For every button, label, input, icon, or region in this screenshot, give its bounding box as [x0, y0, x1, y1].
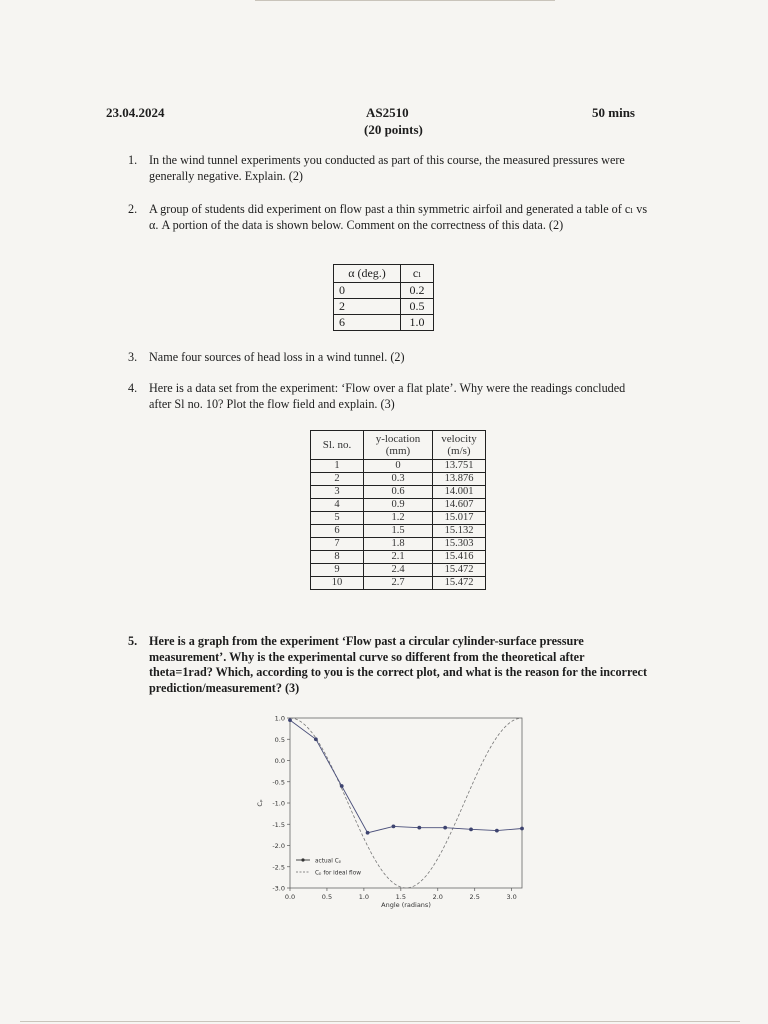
actual-cp-point	[469, 827, 473, 831]
y-tick-label: 0.0	[274, 757, 285, 765]
table-cell: 4	[311, 499, 364, 512]
table-cell: 15.416	[433, 551, 486, 564]
x-tick-label: 3.0	[506, 893, 517, 901]
actual-cp-point	[495, 829, 499, 833]
question-text: Name four sources of head loss in a wind tunnel. (2)	[149, 350, 405, 364]
y-tick-label: -2.0	[272, 842, 285, 850]
total-points: (20 points)	[364, 122, 423, 137]
y-tick-label: -0.5	[272, 778, 285, 787]
table-row	[311, 460, 486, 473]
actual-cp-point	[314, 737, 318, 741]
table-row	[311, 512, 486, 525]
table-cell: 15.472	[433, 564, 486, 577]
table-row	[334, 315, 434, 331]
table-cell: 2	[334, 299, 401, 315]
table-cell: 1.2	[364, 512, 433, 525]
table-cell: 2.4	[364, 564, 433, 577]
table-cell: 0.3	[364, 473, 433, 486]
table-header-row	[311, 431, 486, 460]
table-row	[334, 283, 434, 299]
table-cell: 6	[311, 525, 364, 538]
legend-actual-marker	[301, 858, 304, 861]
table-cell: 15.303	[433, 538, 486, 551]
table-cell: 0.9	[364, 499, 433, 512]
actual-cp-point	[392, 824, 396, 828]
table-cell: 1.5	[364, 525, 433, 538]
table-header-cell: Sl. no.	[311, 431, 364, 460]
table-row	[311, 551, 486, 564]
cl-alpha-table	[333, 264, 434, 331]
table-cell: 13.751	[433, 460, 486, 473]
x-tick-label: 0.5	[321, 893, 333, 901]
legend-actual-label: actual Cₚ	[315, 858, 342, 865]
y-tick-label: -2.5	[272, 863, 285, 872]
table-cell: 0.5	[401, 299, 434, 315]
x-tick-label: 1.0	[358, 893, 370, 901]
question-number: 2.	[128, 202, 138, 216]
table-row	[311, 499, 486, 512]
table-row	[334, 299, 434, 315]
table-cell: 15.132	[433, 525, 486, 538]
table-row	[311, 486, 486, 499]
table-row	[311, 473, 486, 486]
x-tick-label: 0.0	[284, 893, 296, 901]
table-cell: 0	[364, 460, 433, 473]
scan-edge-bottom	[20, 1021, 740, 1022]
table-cell: 1.8	[364, 538, 433, 551]
table-header-cell: y-location (mm)	[364, 431, 433, 460]
actual-cp-point	[340, 784, 344, 788]
legend-ideal-label: Cₚ for ideal flow	[315, 870, 361, 877]
cp-angle-chart	[0, 700, 768, 940]
table-header-cell: α (deg.)	[334, 265, 401, 283]
actual-cp-point	[288, 718, 292, 722]
question-number: 3.	[128, 350, 138, 364]
table-cell: 2.7	[364, 577, 433, 590]
y-tick-label: -3.0	[272, 884, 285, 893]
x-tick-label: 2.0	[432, 893, 443, 901]
question-text: A group of students did experiment on flow past a thin symmetric airfoil and generated a table of cₗ vs α. A portion of the data is shown below. Comment on the correctness of this data. (2)	[149, 202, 648, 232]
x-tick-label: 2.5	[469, 893, 480, 901]
question-text: Here is a data set from the experiment: ‘Flow over a flat plate’. Why were the readings concluded after Sl no. 10? Plot the flow field and explain. (3)	[149, 381, 626, 411]
x-axis-label: Angle (radians)	[381, 901, 431, 909]
flat-plate-table	[310, 430, 486, 590]
table-cell: 0	[334, 283, 401, 299]
actual-cp-point	[366, 831, 370, 835]
actual-cp-line	[290, 720, 522, 833]
table-cell: 5	[311, 512, 364, 525]
table-cell: 13.876	[433, 473, 486, 486]
table-header-row	[334, 265, 434, 283]
table-cell: 6	[334, 315, 401, 331]
table-cell: 2	[311, 473, 364, 486]
table-row	[311, 538, 486, 551]
question-text: Here is a graph from the experiment ‘Flow past a circular cylinder-surface pressure measurement’. Why is the experimental curve so different from the theoretical after theta=1rad? Which, according to you is the correct plot, and what is the reason for the incorrect prediction/measurement? (3)	[149, 634, 648, 695]
question-number: 1.	[128, 153, 138, 167]
actual-cp-point	[520, 827, 524, 831]
y-tick-label: -1.5	[272, 820, 285, 829]
actual-cp-point	[443, 826, 447, 830]
y-axis-label: Cₚ	[256, 799, 264, 807]
table-cell: 3	[311, 486, 364, 499]
question-number: 5.	[128, 634, 138, 648]
table-cell: 14.001	[433, 486, 486, 499]
exam-duration: 50 mins	[592, 105, 635, 120]
exam-date: 23.04.2024	[106, 105, 165, 120]
table-cell: 0.6	[364, 486, 433, 499]
table-cell: 2.1	[364, 551, 433, 564]
question-number: 4.	[128, 381, 138, 395]
table-cell: 8	[311, 551, 364, 564]
table-cell: 15.472	[433, 577, 486, 590]
table-cell: 7	[311, 538, 364, 551]
table-cell: 15.017	[433, 512, 486, 525]
table-row	[311, 525, 486, 538]
course-code: AS2510	[366, 105, 409, 120]
table-cell: 14.607	[433, 499, 486, 512]
question-text: In the wind tunnel experiments you conducted as part of this course, the measured pressures were generally negative. Explain. (2)	[149, 153, 625, 183]
table-cell: 10	[311, 577, 364, 590]
y-tick-label: -1.0	[272, 799, 285, 808]
table-cell: 0.2	[401, 283, 434, 299]
y-tick-label: 0.5	[274, 735, 285, 744]
scan-edge-top	[255, 0, 555, 1]
table-cell: 1.0	[401, 315, 434, 331]
table-cell: 1	[311, 460, 364, 473]
table-header-cell: cₗ	[401, 265, 434, 283]
actual-cp-point	[417, 826, 421, 830]
table-row	[311, 564, 486, 577]
x-tick-label: 1.5	[395, 893, 406, 901]
table-row	[311, 577, 486, 590]
y-tick-label: 1.0	[274, 714, 285, 723]
table-header-cell: velocity (m/s)	[433, 431, 486, 460]
table-cell: 9	[311, 564, 364, 577]
